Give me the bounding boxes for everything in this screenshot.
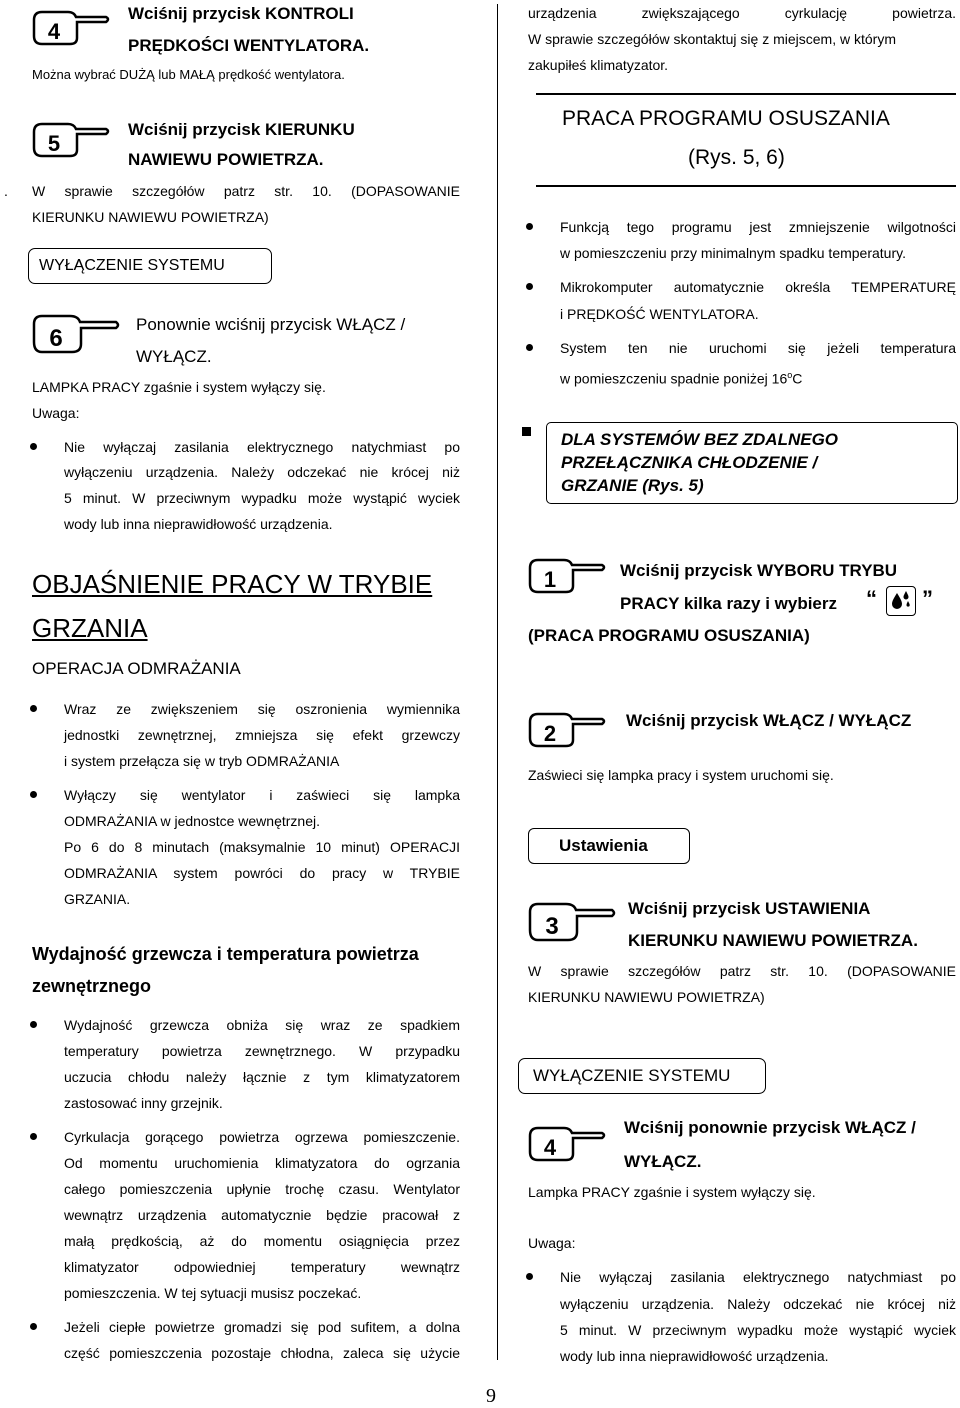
perf-b2-line4: wewnątrz urządzenia automatycznie będzie pracował z (64, 1207, 460, 1223)
perf-b1-line3: uczucia chłodu należy łącznie z tym klimatyzatorem (64, 1069, 460, 1085)
dry-title-line2: (Rys. 5, 6) (688, 146, 785, 169)
perf-b2-line6: klimatyzator odpowiedniej temperatury wewnątrz (64, 1259, 460, 1275)
hand-pointer-icon-step-1 (526, 556, 606, 596)
bullet-icon (526, 223, 533, 230)
step-1-title-line1: Wciśnij przycisk WYBORU TRYBU (620, 561, 898, 580)
shutdown-section-box (28, 248, 272, 284)
page-number: 9 (486, 1385, 496, 1407)
step-5-note-line2: KIERUNKU NAWIEWU POWIETRZA) (32, 209, 269, 225)
defrost-b2-line2: ODMRAŻANIA w jednostce wewnętrznej. (64, 813, 320, 829)
dry-b3-line2: w pomieszczeniu spadnie poniżej 16$^o$C (560, 370, 803, 387)
heating-title-line1: OBJAŚNIENIE PRACY W TRYBIE (32, 569, 433, 599)
bullet-icon (30, 443, 37, 450)
quote-close: ” (922, 586, 933, 611)
dry-b1-line2: w pomieszczeniu przy minimalnym spadku temperatury. (560, 245, 906, 261)
perf-b3-line2: część pomieszczenia pozostaje chłodna, zaleca się użycie (64, 1345, 460, 1361)
perf-title-line2: zewnętrznego (32, 976, 152, 996)
right-top-line1: urządzenia zwiększającego cyrkulację powietrza. (528, 5, 956, 21)
bullet-icon (30, 1323, 37, 1330)
shutdown-section-box-right (518, 1058, 766, 1094)
perf-b2-line7: pomieszczenia. W tej sytuacji musisz poczekać. (64, 1285, 362, 1301)
notice-line-2: PRZEŁĄCZNIKA CHŁODZENIE / (561, 453, 818, 472)
step-5-title-line2: NAWIEWU POWIETRZA. (128, 150, 324, 169)
defrost-b1-line1: Wraz ze zwiększeniem się oszronienia wymiennika (64, 701, 460, 717)
bullet-icon (30, 705, 37, 712)
warning-r-line-4: wody lub inna nieprawidłowość urządzenia. (560, 1348, 829, 1364)
step-1-title-line3: (PRACA PROGRAMU OSUSZANIA) (528, 626, 810, 645)
shutdown-label: WYŁĄCZENIE SYSTEMU (39, 257, 225, 274)
hand-pointer-icon-step-5 (30, 120, 110, 160)
defrost-b2-line5: GRZANIA. (64, 891, 131, 907)
bullet-icon (30, 1021, 37, 1028)
bullet-icon (30, 1133, 37, 1140)
step-4-title-line1: Wciśnij przycisk KONTROLI (128, 4, 354, 23)
warning-line-2: wyłączeniu urządzenia. Należy odczekać nie krócej niż (64, 464, 460, 480)
step-4-note: Można wybrać DUŻĄ lub MAŁĄ prędkość wentylatora. (32, 67, 345, 82)
step-4r-note: Lampka PRACY zgaśnie i system wyłączy się. (528, 1184, 816, 1200)
section-rule-bottom (536, 185, 956, 187)
dry-b1-line1: Funkcją tego programu jest zmniejszenie wilgotności (560, 219, 956, 235)
perf-b1-line4: zastosować inny grzejnik. (64, 1095, 223, 1111)
settings-label: Ustawienia (559, 836, 648, 855)
step-1-title-line2: PRACY kilka razy i wybierz (620, 594, 838, 613)
right-top-line3: zakupiłeś klimatyzator. (528, 57, 669, 73)
dry-b2-line1: Mikrokomputer automatycznie określa TEMPERATURĘ (560, 279, 956, 295)
perf-b2-line1: Cyrkulacja gorącego powietrza ogrzewa pomieszczenie. (64, 1129, 460, 1145)
perf-b1-line1: Wydajność grzewcza obniża się wraz ze spadkiem (64, 1017, 460, 1033)
warning-label-right: Uwaga: (528, 1235, 576, 1251)
dry-b2-line2: i PRĘDKOŚĆ WENTYLATORA. (560, 306, 759, 322)
step-5-note-line1: W sprawie szczegółów patrz str. 10. (DOPASOWANIE (32, 183, 460, 199)
dry-b3-line1: System ten nie uruchomi się jeżeli temperatura (560, 340, 956, 356)
step-2-title: Wciśnij przycisk WŁĄCZ / WYŁĄCZ (626, 711, 912, 730)
step-number: 1 (543, 567, 557, 592)
step-4r-title-line2: WYŁĄCZ. (624, 1152, 702, 1171)
step-6-note: LAMPKA PRACY zgaśnie i system wyłączy się. (32, 379, 326, 395)
step-5-title-line1: Wciśnij przycisk KIERUNKU (128, 120, 355, 139)
notice-line-3: GRZANIE (Rys. 5) (561, 476, 704, 495)
hand-pointer-icon-step-6 (30, 312, 120, 356)
perf-b2-line2: Od momentu uruchomienia klimatyzatora do ogrzania (64, 1155, 460, 1171)
hand-pointer-icon-step-4 (30, 8, 110, 48)
warning-line-3: 5 minut. W przeciwnym wypadku może wystąpić wyciek (64, 490, 460, 506)
step-number: 3 (545, 913, 559, 940)
square-bullet-icon (522, 427, 531, 436)
right-top-line2: W sprawie szczegółów skontaktuj się z miejscem, w którym (528, 31, 896, 47)
stray-dot: . (4, 183, 8, 199)
dry-title-line1: PRACA PROGRAMU OSUSZANIA (562, 107, 890, 130)
warning-r-line-2: wyłączeniu urządzenia. Należy odczekać nie krócej niż (560, 1296, 956, 1312)
step-6-title-line2: WYŁĄCZ. (136, 347, 212, 366)
perf-b3-line1: Jeżeli ciepłe powietrze gromadzi się pod sufitem, a dolna (64, 1319, 460, 1335)
step-4-title-line2: PRĘDKOŚCI WENTYLATORA. (128, 36, 370, 55)
warning-line-1: Nie wyłączaj zasilania elektrycznego natychmiast po (64, 439, 460, 455)
perf-b1-line2: temperatury powietrza zewnętrznego. W przypadku (64, 1043, 460, 1059)
dry-mode-icon (886, 586, 916, 616)
warning-r-line-1: Nie wyłączaj zasilania elektrycznego natychmiast po (560, 1269, 956, 1285)
bullet-icon (526, 1273, 533, 1280)
step-number: 4 (543, 1135, 557, 1160)
step-3-title-line2: KIERUNKU NAWIEWU POWIETRZA. (628, 931, 918, 950)
quote-open: “ (866, 586, 877, 611)
section-rule-top (536, 93, 956, 95)
step-3-note-line1: W sprawie szczegółów patrz str. 10. (DOPASOWANIE (528, 963, 956, 979)
step-4r-title-line1: Wciśnij ponownie przycisk WŁĄCZ / (624, 1118, 916, 1137)
defrost-b1-line2: jednostki zewnętrznej, zmniejsza się efekt grzewczy (64, 727, 460, 743)
warning-line-4: wody lub inna nieprawidłowość urządzenia. (64, 516, 333, 532)
warning-r-line-3: 5 minut. W przeciwnym wypadku może wystąpić wyciek (560, 1322, 956, 1338)
bullet-icon (526, 283, 533, 290)
column-divider (497, 4, 498, 1360)
step-number: 5 (47, 131, 61, 156)
perf-title-line1: Wydajność grzewcza i temperatura powietrza (32, 944, 419, 964)
step-3-note-line2: KIERUNKU NAWIEWU POWIETRZA) (528, 989, 765, 1005)
defrost-b2-line3: Po 6 do 8 minutach (maksymalnie 10 minut) OPERACJI (64, 839, 460, 855)
hand-pointer-icon-step-4-right (526, 1124, 606, 1164)
bullet-icon (30, 791, 37, 798)
defrost-subtitle: OPERACJA ODMRAŻANIA (32, 659, 241, 678)
defrost-b2-line1: Wyłączy się wentylator i zaświeci się lampka (64, 787, 460, 803)
step-6-title-line1: Ponownie wciśnij przycisk WŁĄCZ / (136, 315, 406, 334)
step-2-note: Zaświeci się lampka pracy i system uruchomi się. (528, 767, 834, 783)
bullet-icon (526, 344, 533, 351)
perf-b2-line5: małą prędkością, aż do momentu osiągnięcia przez (64, 1233, 460, 1249)
warning-label: Uwaga: (32, 405, 80, 421)
shutdown-label-right: WYŁĄCZENIE SYSTEMU (533, 1066, 731, 1085)
step-number: 2 (543, 721, 557, 746)
heating-title-line2: GRZANIA (32, 613, 148, 643)
hand-pointer-icon-step-2 (526, 710, 606, 750)
step-number: 4 (47, 19, 61, 44)
step-number: 6 (49, 325, 63, 352)
notice-line-1: DLA SYSTEMÓW BEZ ZDALNEGO (561, 430, 839, 449)
hand-pointer-icon-step-3 (526, 900, 616, 944)
no-remote-notice-box (546, 422, 958, 504)
perf-b2-line3: całego pomieszczenia upłynie trochę czasu. Wentylator (64, 1181, 460, 1197)
settings-section-box (528, 828, 690, 864)
step-3-title-line1: Wciśnij przycisk USTAWIENIA (628, 899, 871, 918)
degree-superscript: o (787, 370, 793, 380)
defrost-b2-line4: ODMRAŻANIA system powróci do pracy w TRYBIE (64, 865, 460, 881)
defrost-b1-line3: i system przełącza się w tryb ODMRAŻANIA (64, 753, 340, 769)
